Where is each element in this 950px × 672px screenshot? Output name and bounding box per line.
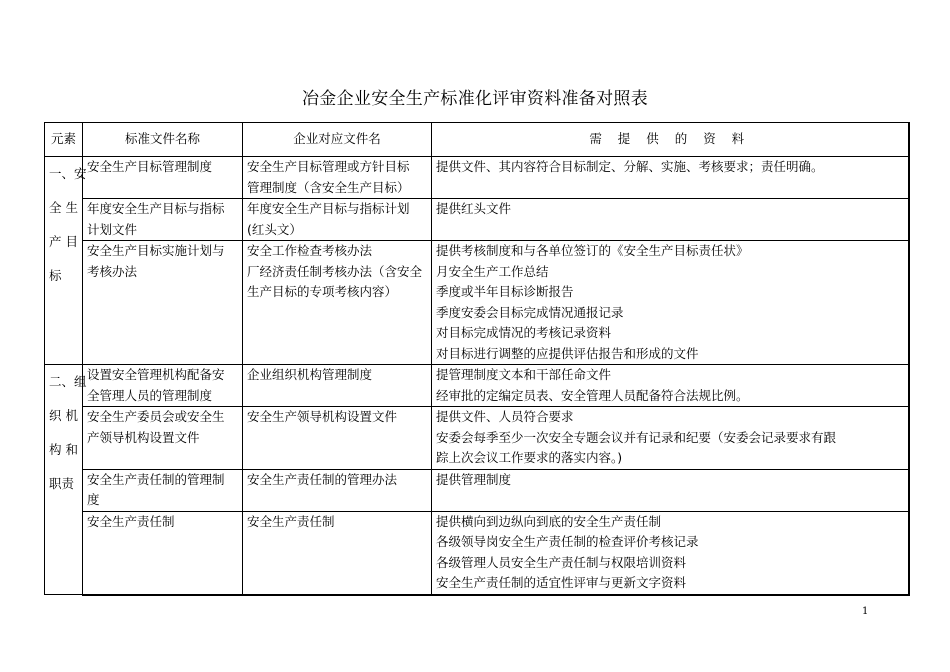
cell-text-line: 安全生产责任制 bbox=[87, 513, 175, 529]
page-title: 冶金企业安全生产标准化评审资料准备对照表 bbox=[302, 89, 648, 109]
cell-text-line: 管理制度（含安全生产目标） bbox=[247, 179, 410, 195]
table-row bbox=[45, 199, 909, 241]
table-row bbox=[45, 511, 909, 595]
cell-text-line: 安全生产责任制的适宜性评审与更新文字资料 bbox=[436, 575, 687, 590]
element-label-line: 全 生 bbox=[49, 200, 78, 215]
element-cell bbox=[45, 365, 87, 595]
table-row bbox=[45, 157, 909, 199]
standard-document-cell bbox=[83, 407, 243, 470]
standard-document-cell bbox=[83, 511, 243, 595]
cell-text-line: 年度安全生产目标与指标 bbox=[87, 201, 225, 216]
cell-text-line: 厂经济责任制考核办法（含安全 bbox=[247, 263, 423, 279]
cell-text-line: 季度或半年目标诊断报告 bbox=[436, 284, 574, 299]
cell-text-line: 提供文件、其内容符合目标制定、分解、实施、考核要求；责任明确。 bbox=[436, 159, 824, 174]
header-required-materials: 需 提 供 的 资 料 bbox=[432, 123, 909, 157]
cell-text-line: 各级领导岗安全生产责任制的检查评价考核记录 bbox=[436, 534, 699, 549]
cell-text-line: 全管理人员的管理制度 bbox=[87, 387, 213, 403]
table-row bbox=[45, 365, 909, 407]
required-materials-cell bbox=[432, 365, 909, 407]
cell-text-line: 产领导机构设置文件 bbox=[87, 429, 200, 445]
cell-text-line: 提供横向到边纵向到底的安全生产责任制 bbox=[436, 513, 662, 529]
cell-text-line: 对目标进行调整的应提供评估报告和形成的文件 bbox=[436, 345, 699, 361]
cell-text-line: 年度安全生产目标与指标计划 bbox=[247, 201, 410, 216]
cell-text-line: 经审批的定编定员表、安全管理人员配备符合法规比例。 bbox=[436, 387, 749, 403]
header-corporate-document: 企业对应文件名 bbox=[243, 123, 432, 157]
table-body bbox=[45, 157, 909, 595]
cell-text-line: 踪上次会议工作要求的落实内容。) bbox=[436, 450, 623, 465]
cell-text-line: 度 bbox=[87, 492, 100, 507]
header-standard-document: 标准文件名称 bbox=[83, 123, 243, 157]
cell-text-line: 月安全生产工作总结 bbox=[436, 263, 549, 279]
table-row bbox=[45, 407, 909, 470]
table-row bbox=[45, 241, 909, 365]
required-materials-cell bbox=[432, 199, 909, 241]
standard-document-cell bbox=[83, 365, 243, 407]
standard-document-cell bbox=[83, 199, 243, 241]
cell-text-line: 安全生产目标实施计划与 bbox=[87, 243, 225, 258]
cell-text-line: 提管理制度文本和干部任命文件 bbox=[436, 367, 612, 382]
element-label-line: 职责 bbox=[49, 476, 75, 491]
cell-text-line: 计划文件 bbox=[87, 221, 138, 237]
cell-text-line: 安全工作检查考核办法 bbox=[247, 243, 373, 258]
table-header-row bbox=[45, 123, 909, 157]
corporate-document-cell bbox=[243, 511, 432, 595]
table-row bbox=[45, 469, 909, 511]
cell-text-line: 安全生产领导机构设置文件 bbox=[247, 409, 398, 424]
header-element: 元素 bbox=[45, 123, 83, 157]
reference-table bbox=[44, 122, 910, 596]
cell-text-line: 设置安全管理机构配备安 bbox=[87, 367, 225, 382]
corporate-document-cell bbox=[243, 241, 432, 365]
standard-document-cell bbox=[83, 157, 243, 199]
page-number: 1 bbox=[862, 606, 869, 617]
element-label-line: 标 bbox=[49, 268, 62, 283]
cell-text-line: 安全生产目标管理制度 bbox=[87, 159, 213, 174]
standard-document-cell bbox=[83, 469, 243, 511]
cell-text-line: 季度安委会目标完成情况通报记录 bbox=[436, 304, 624, 320]
cell-text-line: 各级管理人员安全生产责任制与权限培训资料 bbox=[436, 554, 687, 570]
cell-text-line: 考核办法 bbox=[87, 263, 138, 279]
cell-text-line: 安委会每季至少一次安全专题会议并有记录和纪要（安委会记录要求有跟 bbox=[436, 429, 837, 445]
cell-text-line: 安全生产目标管理或方针目标 bbox=[247, 159, 410, 174]
cell-text-line: 安全生产责任制 bbox=[247, 513, 335, 529]
cell-text-line: (红头文） bbox=[247, 221, 302, 237]
corporate-document-cell bbox=[243, 365, 432, 407]
element-label-line: 二、组 bbox=[49, 374, 87, 389]
cell-text-line: 提供考核制度和与各单位签订的《安全生产目标责任状》 bbox=[436, 243, 749, 258]
cell-text-line: 对目标完成情况的考核记录资料 bbox=[436, 325, 612, 340]
element-label-line: 织 机 bbox=[49, 408, 78, 423]
corporate-document-cell bbox=[243, 199, 432, 241]
required-materials-cell bbox=[432, 241, 909, 365]
cell-text-line: 提供文件、人员符合要求 bbox=[436, 409, 574, 424]
cell-text-line: 提供管理制度 bbox=[436, 471, 512, 487]
required-materials-cell bbox=[432, 469, 909, 511]
element-cell bbox=[45, 157, 87, 365]
corporate-document-cell bbox=[243, 157, 432, 199]
standard-document-cell bbox=[83, 241, 243, 365]
cell-text-line: 生产目标的专项考核内容） bbox=[247, 284, 398, 299]
required-materials-cell bbox=[432, 157, 909, 199]
cell-text-line: 安全生产责任制的管理办法 bbox=[247, 471, 398, 487]
cell-text-line: 安全生产委员会或安全生 bbox=[87, 409, 225, 424]
corporate-document-cell bbox=[243, 407, 432, 470]
corporate-document-cell bbox=[243, 469, 432, 511]
cell-text-line: 安全生产责任制的管理制 bbox=[87, 471, 225, 487]
cell-text-line: 提供红头文件 bbox=[436, 201, 512, 216]
cell-text-line: 企业组织机构管理制度 bbox=[247, 367, 373, 382]
element-label-line: 一、安 bbox=[49, 166, 87, 181]
required-materials-cell bbox=[432, 407, 909, 470]
element-label-line: 构 和 bbox=[49, 442, 78, 457]
required-materials-cell bbox=[432, 511, 909, 595]
element-label-line: 产 目 bbox=[49, 234, 78, 249]
